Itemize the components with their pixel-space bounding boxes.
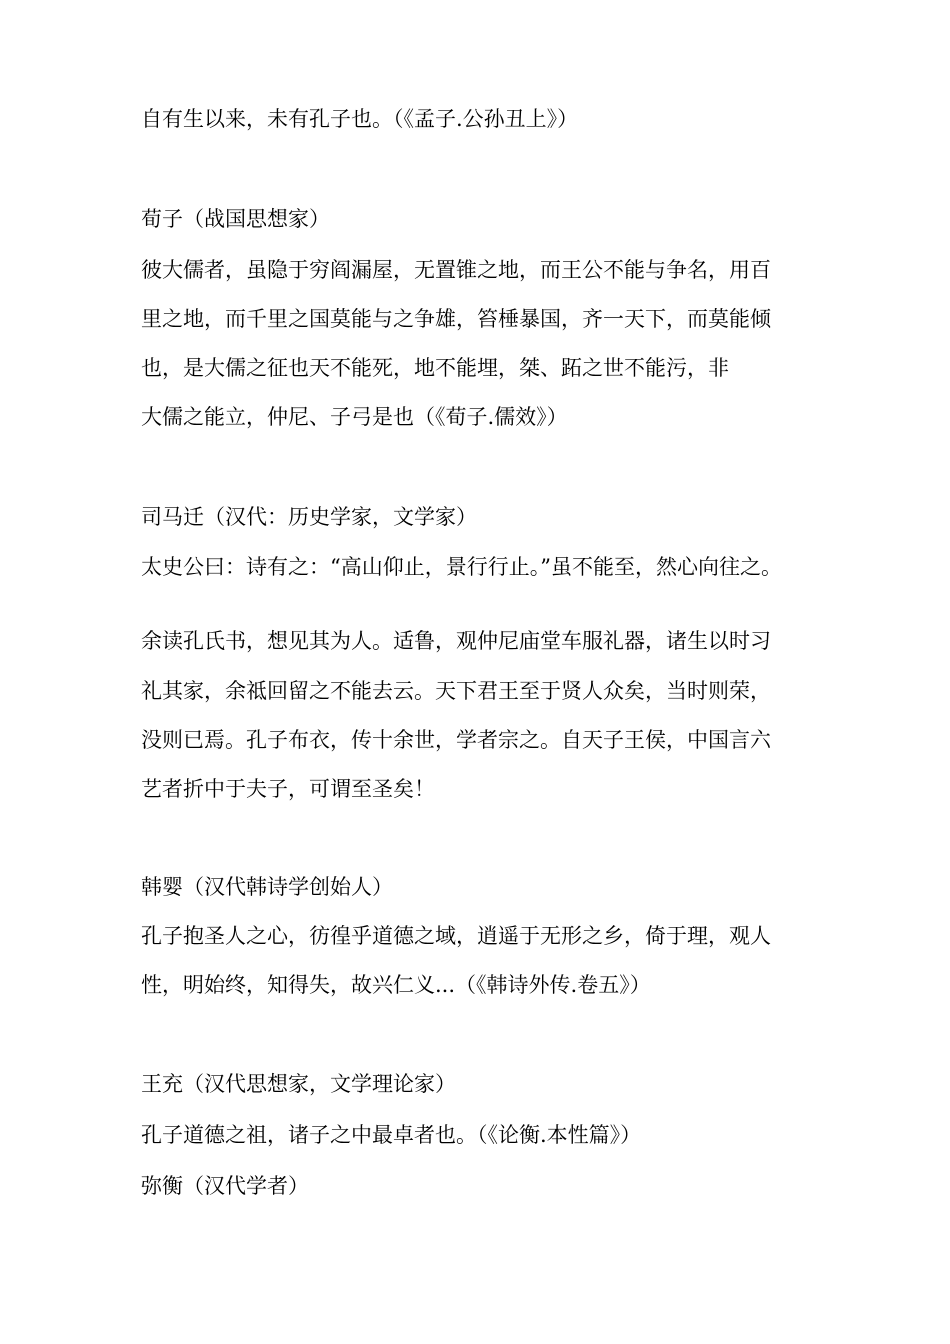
wangchong-quote: 孔子道德之祖，诸子之中最卓者也。（《论衡.本性篇》）	[141, 1123, 642, 1147]
xunzi-quote-line-1: 彼大儒者，虽隐于穷阎漏屋，无置锥之地，而王公不能与争名，用百	[141, 258, 771, 282]
mencius-quote: 自有生以来，未有孔子也。（《孟子.公孙丑上》）	[141, 107, 579, 131]
simaqian-quote-2-line-4: 艺者折中于夫子，可谓至圣矣！	[141, 777, 435, 801]
simaqian-quote-2-line-3: 没则已焉。孔子布衣，传十余世，学者宗之。自天子王侯，中国言六	[141, 728, 771, 752]
xunzi-heading: 荀子（战国思想家）	[141, 207, 330, 231]
hanying-quote-line-1: 孔子抱圣人之心，彷徨乎道德之域，逍遥于无形之乡，倚于理，观人	[141, 924, 771, 948]
simaqian-quote-2-line-2: 礼其家，余祗回留之不能去云。天下君王至于贤人众矣，当时则荣，	[141, 679, 771, 703]
hanying-quote-line-2: 性，明始终，知得失，故兴仁义...（《韩诗外传.卷五》）	[141, 973, 651, 997]
miheng-heading: 弥衡（汉代学者）	[141, 1174, 309, 1198]
simaqian-heading: 司马迁（汉代：历史学家，文学家）	[141, 505, 477, 529]
xunzi-quote-line-3: 也，是大儒之征也天不能死，地不能埋，桀、跖之世不能污，非	[141, 356, 729, 380]
hanying-heading: 韩婴（汉代韩诗学创始人）	[141, 875, 393, 899]
simaqian-quote-1: 太史公曰：诗有之：“高山仰止，景行行止。”虽不能至，然心向往之。	[141, 555, 782, 579]
simaqian-quote-2-line-1: 余读孔氏书，想见其为人。适鲁，观仲尼庙堂车服礼器，诸生以时习	[141, 629, 771, 653]
xunzi-quote-line-4: 大儒之能立，仲尼、子弓是也（《荀子.儒效》）	[141, 405, 568, 429]
xunzi-quote-line-2: 里之地，而千里之国莫能与之争雄，笞棰暴国，齐一天下，而莫能倾	[141, 307, 771, 331]
wangchong-heading: 王充（汉代思想家，文学理论家）	[141, 1072, 456, 1096]
